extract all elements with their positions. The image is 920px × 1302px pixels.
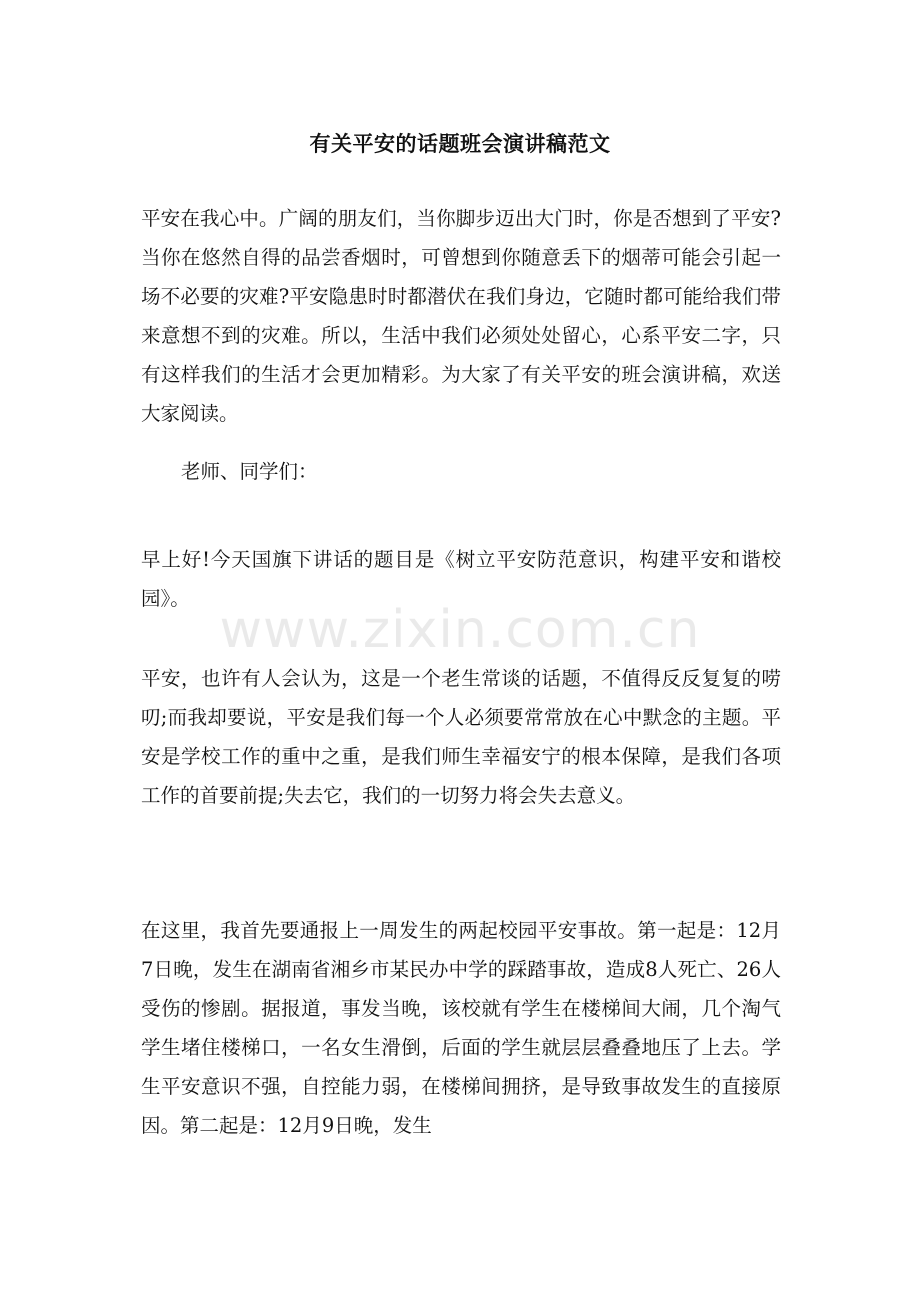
paragraph-intro: 平安在我心中。广阔的朋友们，当你脚步迈出大门时，你是否想到了平安?当你在悠然自得的品尝香烟时，可曾想到你随意丢下的烟蒂可能会引起一场不必要的灾难?平安隐患时时都潜伏在我们身边，它随时都可能给我们带来意想不到的灾难。所以，生活中我们必须处处留心，心系平安二字，只有这样我们的生活才会更加精彩。为大家了有关平安的班会演讲稿，欢送大家阅读。 — [141, 207, 781, 425]
document-title: 有关平安的话题班会演讲稿范文 — [309, 131, 611, 157]
paragraph-incident-report: 在这里，我首先要通报上一周发生的两起校园平安事故。第一起是：12月7日晚，发生在湖南省湘乡市某民办中学的踩踏事故，造成8人死亡、26人受伤的惨剧。据报道，事发当晚，该校就有学生在楼梯间大闹，几个淘气学生堵住楼梯口，一名女生滑倒，后面的学生就层层叠叠地压了上去。学生平安意识不强，自控能力弱，在楼梯间拥挤，是导致事故发生的直接原因。第二起是：12月9日晚，发生 — [141, 919, 781, 1137]
paragraph-safety-importance: 平安，也许有人会认为，这是一个老生常谈的话题，不值得反反复复的唠叨;而我却要说，平安是我们每一个人必须要常常放在心中默念的主题。平安是学校工作的重中之重，是我们师生幸福安宁的根本保障，是我们各项工作的首要前提;失去它，我们的一切努力将会失去意义。 — [141, 667, 781, 807]
paragraph-greeting: 早上好!今天国旗下讲话的题目是《树立平安防范意识，构建平安和谐校园》。 — [141, 548, 781, 610]
watermark: www.zixin.com.cn — [219, 600, 701, 660]
paragraph-salutation: 老师、同学们： — [181, 460, 318, 483]
